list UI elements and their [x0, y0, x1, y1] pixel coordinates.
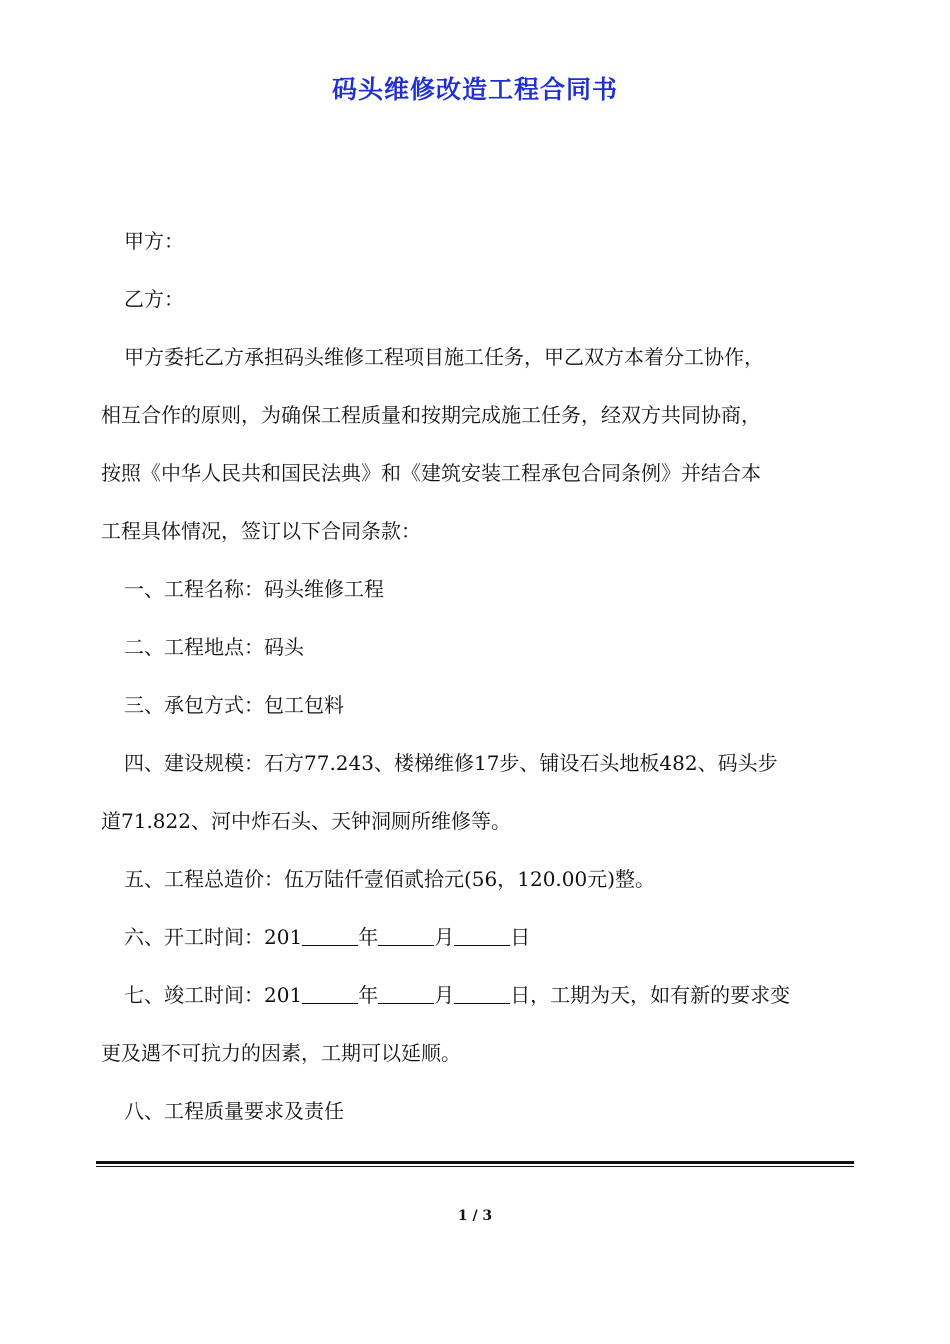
clause-completion-line-2: 更及遇不可抗力的因素，工期可以延顺。 [101, 1041, 461, 1065]
document-body [101, 223, 851, 1151]
party-b-line: 乙方： [124, 287, 184, 311]
completion-month-label: 月 [434, 983, 455, 1007]
clause-contract-method: 三、承包方式：包工包料 [124, 693, 344, 717]
document-title: 码头维修改造工程合同书 [331, 75, 618, 104]
party-a-line: 甲方： [124, 229, 184, 253]
clause-scale-line-2: 道71.822、河中炸石头、天钟洞厕所维修等。 [101, 809, 511, 833]
completion-date-prefix: 七、竣工时间：201 [124, 983, 303, 1007]
intro-line-1: 甲方委托乙方承担码头维修工程项目施工任务，甲乙双方本着分工协作， [124, 345, 764, 369]
start-date-prefix: 六、开工时间：201 [124, 925, 303, 949]
completion-month-blank [378, 979, 434, 1004]
start-year-label: 年 [358, 925, 379, 949]
clause-start-date [101, 919, 851, 977]
intro-line-2: 相互合作的原则，为确保工程质量和按期完成施工任务，经双方共同协商， [101, 403, 761, 427]
clause-completion-date [101, 977, 851, 1035]
footer-divider [96, 1161, 854, 1167]
footer-divider-thin [96, 1166, 854, 1167]
intro-line-3: 按照《中华人民共和国民法典》和《建筑安装工程承包合同条例》并结合本 [101, 461, 761, 485]
footer-divider-thick [96, 1161, 854, 1164]
intro-line-4: 工程具体情况，签订以下合同条款： [101, 519, 421, 543]
clause-quality-heading: 八、工程质量要求及责任 [124, 1099, 344, 1123]
start-month-label: 月 [434, 925, 455, 949]
completion-year-label: 年 [358, 983, 379, 1007]
clause-project-name: 一、工程名称：码头维修工程 [124, 577, 384, 601]
page-number: 1 / 3 [457, 1208, 493, 1224]
clause-project-location: 二、工程地点：码头 [124, 635, 304, 659]
start-day-blank [454, 921, 510, 946]
clause-total-cost: 五、工程总造价：伍万陆仟壹佰贰拾元(56，120.00元)整。 [124, 867, 656, 891]
start-year-blank [302, 921, 358, 946]
completion-day-blank [454, 979, 510, 1004]
completion-rest-text: 日，工期为天，如有新的要求变 [510, 983, 791, 1007]
completion-year-blank [302, 979, 358, 1004]
clause-scale-line-1: 四、建设规模：石方77.243、楼梯维修17步、铺设石头地板482、码头步 [124, 751, 778, 775]
start-day-label: 日 [510, 925, 531, 949]
start-month-blank [378, 921, 434, 946]
